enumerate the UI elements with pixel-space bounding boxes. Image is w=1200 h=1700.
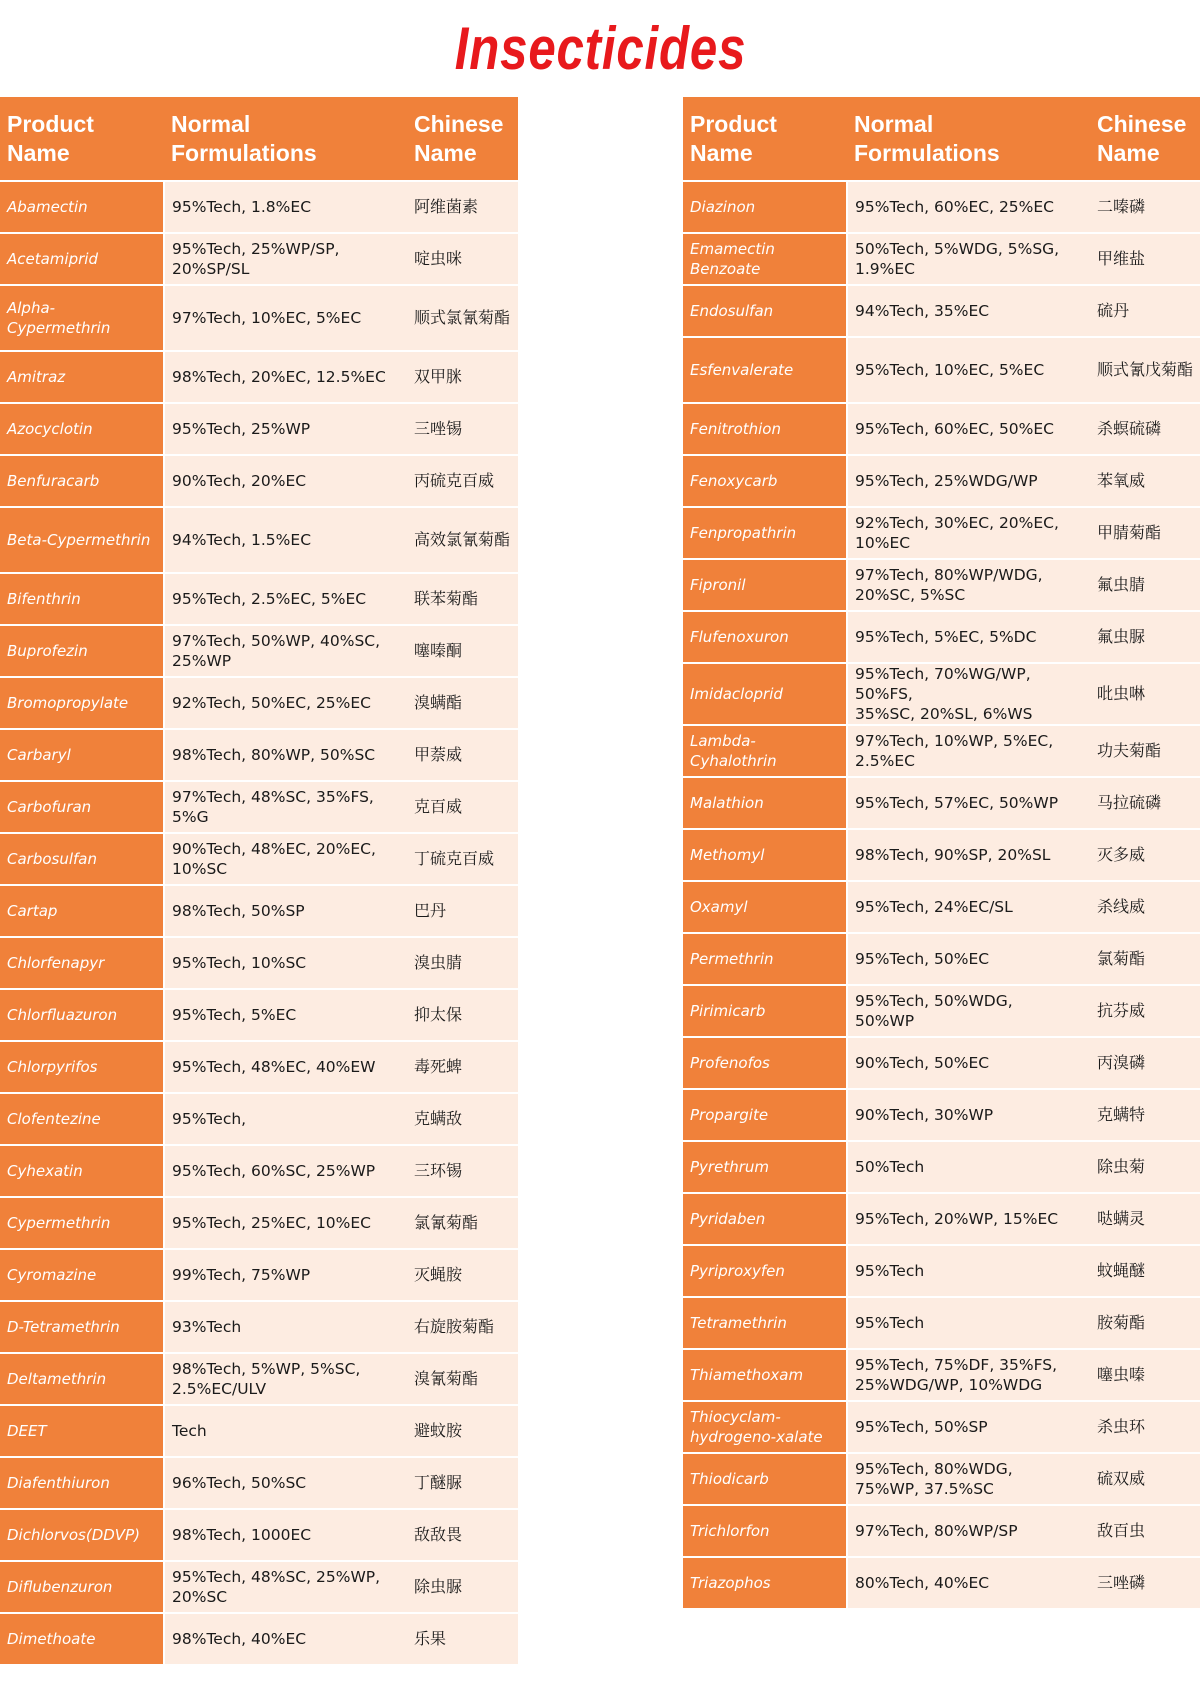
formulation-cell: 90%Tech, 48%EC, 20%EC, 10%SC bbox=[164, 833, 407, 885]
table-row bbox=[0, 351, 518, 403]
product-name-cell: Thiodicarb bbox=[683, 1453, 847, 1505]
table-row bbox=[0, 1249, 518, 1301]
table-row bbox=[683, 181, 1200, 233]
product-name-cell: Endosulfan bbox=[683, 285, 847, 337]
formulation-cell: 90%Tech, 20%EC bbox=[164, 455, 407, 507]
chinese-name-cell: 除虫菊 bbox=[1090, 1141, 1200, 1193]
table-row bbox=[0, 1561, 518, 1613]
table-row bbox=[0, 403, 518, 455]
table-header-row bbox=[683, 97, 1200, 181]
formulation-cell: 97%Tech, 80%WP/WDG, 20%SC, 5%SC bbox=[847, 559, 1090, 611]
formulation-cell: 50%Tech bbox=[847, 1141, 1090, 1193]
formulation-cell: 92%Tech, 50%EC, 25%EC bbox=[164, 677, 407, 729]
chinese-name-cell: 右旋胺菊酯 bbox=[407, 1301, 518, 1353]
chinese-name-cell: 灭蝇胺 bbox=[407, 1249, 518, 1301]
product-name-cell: Diflubenzuron bbox=[0, 1561, 164, 1613]
chinese-name-cell: 甲萘威 bbox=[407, 729, 518, 781]
table-row bbox=[0, 677, 518, 729]
chinese-name-cell: 乐果 bbox=[407, 1613, 518, 1665]
product-name-cell: Lambda- Cyhalothrin bbox=[683, 725, 847, 777]
header-product-name: Product Name bbox=[683, 97, 847, 181]
chinese-name-cell: 马拉硫磷 bbox=[1090, 777, 1200, 829]
chinese-name-cell: 噻虫嗪 bbox=[1090, 1349, 1200, 1401]
table-row bbox=[0, 1041, 518, 1093]
table-row bbox=[683, 985, 1200, 1037]
table-row bbox=[0, 937, 518, 989]
formulation-cell: 90%Tech, 30%WP bbox=[847, 1089, 1090, 1141]
table-row bbox=[0, 833, 518, 885]
table-row bbox=[0, 1197, 518, 1249]
formulation-cell: 95%Tech, 57%EC, 50%WP bbox=[847, 777, 1090, 829]
product-name-cell: Beta-Cypermethrin bbox=[0, 507, 164, 573]
page-title: Insecticides bbox=[454, 15, 747, 82]
product-name-cell: Emamectin Benzoate bbox=[683, 233, 847, 285]
product-name-cell: Cyromazine bbox=[0, 1249, 164, 1301]
product-name-cell: Flufenoxuron bbox=[683, 611, 847, 663]
chinese-name-cell: 杀线威 bbox=[1090, 881, 1200, 933]
table-row bbox=[0, 1509, 518, 1561]
table-row bbox=[683, 1453, 1200, 1505]
chinese-name-cell: 三唑磷 bbox=[1090, 1557, 1200, 1609]
formulation-cell: 98%Tech, 1000EC bbox=[164, 1509, 407, 1561]
formulation-cell: 92%Tech, 30%EC, 20%EC, 10%EC bbox=[847, 507, 1090, 559]
table-row bbox=[683, 1297, 1200, 1349]
product-name-cell: Carbosulfan bbox=[0, 833, 164, 885]
formulation-cell: 95%Tech, 25%WP/SP, 20%SP/SL bbox=[164, 233, 407, 285]
formulation-cell: 98%Tech, 20%EC, 12.5%EC bbox=[164, 351, 407, 403]
formulation-cell: 90%Tech, 50%EC bbox=[847, 1037, 1090, 1089]
table-row bbox=[0, 1457, 518, 1509]
formulation-cell: 95%Tech, 60%SC, 25%WP bbox=[164, 1145, 407, 1197]
table-row bbox=[683, 1557, 1200, 1609]
table-row bbox=[683, 611, 1200, 663]
chinese-name-cell: 啶虫咪 bbox=[407, 233, 518, 285]
product-name-cell: Deltamethrin bbox=[0, 1353, 164, 1405]
product-name-cell: Fipronil bbox=[683, 559, 847, 611]
product-name-cell: Trichlorfon bbox=[683, 1505, 847, 1557]
chinese-name-cell: 避蚊胺 bbox=[407, 1405, 518, 1457]
chinese-name-cell: 苯氧威 bbox=[1090, 455, 1200, 507]
table-row bbox=[0, 507, 518, 573]
chinese-name-cell: 吡虫啉 bbox=[1090, 663, 1200, 725]
table-row bbox=[683, 777, 1200, 829]
product-name-cell: Dimethoate bbox=[0, 1613, 164, 1665]
table-header-row bbox=[0, 97, 518, 181]
formulation-cell: 97%Tech, 50%WP, 40%SC, 25%WP bbox=[164, 625, 407, 677]
product-name-cell: DEET bbox=[0, 1405, 164, 1457]
formulation-cell: 95%Tech, 75%DF, 35%FS, 25%WDG/WP, 10%WDG bbox=[847, 1349, 1090, 1401]
formulation-cell: 95%Tech bbox=[847, 1297, 1090, 1349]
product-name-cell: Esfenvalerate bbox=[683, 337, 847, 403]
table-row bbox=[683, 1349, 1200, 1401]
insecticides-table-right bbox=[683, 97, 1200, 1610]
product-name-cell: Thiamethoxam bbox=[683, 1349, 847, 1401]
chinese-name-cell: 丙溴磷 bbox=[1090, 1037, 1200, 1089]
formulation-cell: Tech bbox=[164, 1405, 407, 1457]
chinese-name-cell: 三唑锡 bbox=[407, 403, 518, 455]
formulation-cell: 96%Tech, 50%SC bbox=[164, 1457, 407, 1509]
chinese-name-cell: 丁硫克百威 bbox=[407, 833, 518, 885]
table-row bbox=[0, 1353, 518, 1405]
table-row bbox=[683, 285, 1200, 337]
table-row bbox=[683, 1505, 1200, 1557]
product-name-cell: Tetramethrin bbox=[683, 1297, 847, 1349]
formulation-cell: 94%Tech, 1.5%EC bbox=[164, 507, 407, 573]
chinese-name-cell: 杀螟硫磷 bbox=[1090, 403, 1200, 455]
chinese-name-cell: 杀虫环 bbox=[1090, 1401, 1200, 1453]
formulation-cell: 95%Tech, 20%WP, 15%EC bbox=[847, 1193, 1090, 1245]
chinese-name-cell: 氯菊酯 bbox=[1090, 933, 1200, 985]
chinese-name-cell: 敌敌畏 bbox=[407, 1509, 518, 1561]
formulation-cell: 99%Tech, 75%WP bbox=[164, 1249, 407, 1301]
product-name-cell: Amitraz bbox=[0, 351, 164, 403]
formulation-cell: 95%Tech, 10%EC, 5%EC bbox=[847, 337, 1090, 403]
chinese-name-cell: 二嗪磷 bbox=[1090, 181, 1200, 233]
chinese-name-cell: 除虫脲 bbox=[407, 1561, 518, 1613]
product-name-cell: Pyridaben bbox=[683, 1193, 847, 1245]
table-row bbox=[0, 285, 518, 351]
formulation-cell: 94%Tech, 35%EC bbox=[847, 285, 1090, 337]
product-name-cell: Chlorfluazuron bbox=[0, 989, 164, 1041]
chinese-name-cell: 硫丹 bbox=[1090, 285, 1200, 337]
table-row bbox=[0, 1613, 518, 1665]
product-name-cell: Oxamyl bbox=[683, 881, 847, 933]
formulation-cell: 98%Tech, 80%WP, 50%SC bbox=[164, 729, 407, 781]
formulation-cell: 97%Tech, 80%WP/SP bbox=[847, 1505, 1090, 1557]
formulation-cell: 95%Tech, 5%EC bbox=[164, 989, 407, 1041]
formulation-cell: 95%Tech, 80%WDG, 75%WP, 37.5%SC bbox=[847, 1453, 1090, 1505]
formulation-cell: 80%Tech, 40%EC bbox=[847, 1557, 1090, 1609]
table-row bbox=[0, 1405, 518, 1457]
formulation-cell: 97%Tech, 10%EC, 5%EC bbox=[164, 285, 407, 351]
formulation-cell: 95%Tech bbox=[847, 1245, 1090, 1297]
formulation-cell: 98%Tech, 50%SP bbox=[164, 885, 407, 937]
table-row bbox=[683, 1401, 1200, 1453]
formulation-cell: 98%Tech, 5%WP, 5%SC, 2.5%EC/ULV bbox=[164, 1353, 407, 1405]
table-row bbox=[0, 729, 518, 781]
chinese-name-cell: 胺菊酯 bbox=[1090, 1297, 1200, 1349]
chinese-name-cell: 顺式氯氰菊酯 bbox=[407, 285, 518, 351]
product-name-cell: Carbofuran bbox=[0, 781, 164, 833]
formulation-cell: 95%Tech, 1.8%EC bbox=[164, 181, 407, 233]
product-name-cell: Triazophos bbox=[683, 1557, 847, 1609]
product-name-cell: Clofentezine bbox=[0, 1093, 164, 1145]
product-name-cell: Thiocyclam- hydrogeno-xalate bbox=[683, 1401, 847, 1453]
product-name-cell: Cartap bbox=[0, 885, 164, 937]
product-name-cell: Buprofezin bbox=[0, 625, 164, 677]
table-row bbox=[0, 989, 518, 1041]
chinese-name-cell: 硫双威 bbox=[1090, 1453, 1200, 1505]
chinese-name-cell: 蚊蝇醚 bbox=[1090, 1245, 1200, 1297]
table-row bbox=[683, 725, 1200, 777]
header-normal-formulations: Normal Formulations bbox=[847, 97, 1090, 181]
product-name-cell: Diafenthiuron bbox=[0, 1457, 164, 1509]
product-name-cell: Malathion bbox=[683, 777, 847, 829]
chinese-name-cell: 溴氰菊酯 bbox=[407, 1353, 518, 1405]
formulation-cell: 95%Tech, 48%SC, 25%WP, 20%SC bbox=[164, 1561, 407, 1613]
table-row bbox=[683, 1245, 1200, 1297]
formulation-cell: 98%Tech, 40%EC bbox=[164, 1613, 407, 1665]
formulation-cell: 95%Tech, 2.5%EC, 5%EC bbox=[164, 573, 407, 625]
table-row bbox=[683, 559, 1200, 611]
table-row bbox=[0, 885, 518, 937]
table-row bbox=[683, 1089, 1200, 1141]
product-name-cell: Fenitrothion bbox=[683, 403, 847, 455]
chinese-name-cell: 氯氰菊酯 bbox=[407, 1197, 518, 1249]
table-row bbox=[683, 1193, 1200, 1245]
product-name-cell: Carbaryl bbox=[0, 729, 164, 781]
table-row bbox=[683, 1037, 1200, 1089]
formulation-cell: 93%Tech bbox=[164, 1301, 407, 1353]
table-row bbox=[683, 829, 1200, 881]
formulation-cell: 95%Tech, 70%WG/WP, 50%FS, 35%SC, 20%SL, 6%WS bbox=[847, 663, 1090, 725]
product-name-cell: Fenoxycarb bbox=[683, 455, 847, 507]
chinese-name-cell: 氟虫脲 bbox=[1090, 611, 1200, 663]
chinese-name-cell: 抗芬威 bbox=[1090, 985, 1200, 1037]
table-row bbox=[0, 781, 518, 833]
chinese-name-cell: 丁醚脲 bbox=[407, 1457, 518, 1509]
formulation-cell: 95%Tech, 5%EC, 5%DC bbox=[847, 611, 1090, 663]
product-name-cell: Cyhexatin bbox=[0, 1145, 164, 1197]
insecticides-table-left bbox=[0, 97, 518, 1666]
table-row bbox=[683, 507, 1200, 559]
product-name-cell: Pyriproxyfen bbox=[683, 1245, 847, 1297]
product-name-cell: Profenofos bbox=[683, 1037, 847, 1089]
formulation-cell: 95%Tech, 50%EC bbox=[847, 933, 1090, 985]
formulation-cell: 95%Tech, 50%SP bbox=[847, 1401, 1090, 1453]
chinese-name-cell: 阿维菌素 bbox=[407, 181, 518, 233]
formulation-cell: 95%Tech, 24%EC/SL bbox=[847, 881, 1090, 933]
table-row bbox=[683, 663, 1200, 725]
table-row bbox=[0, 573, 518, 625]
chinese-name-cell: 三环锡 bbox=[407, 1145, 518, 1197]
product-name-cell: Diazinon bbox=[683, 181, 847, 233]
header-chinese-name: Chinese Name bbox=[407, 97, 518, 181]
chinese-name-cell: 克螨敌 bbox=[407, 1093, 518, 1145]
table-row bbox=[683, 881, 1200, 933]
table-row bbox=[0, 1093, 518, 1145]
chinese-name-cell: 毒死蜱 bbox=[407, 1041, 518, 1093]
chinese-name-cell: 噻嗪酮 bbox=[407, 625, 518, 677]
product-name-cell: Cypermethrin bbox=[0, 1197, 164, 1249]
product-name-cell: Chlorpyrifos bbox=[0, 1041, 164, 1093]
chinese-name-cell: 高效氯氰菊酯 bbox=[407, 507, 518, 573]
formulation-cell: 95%Tech, 10%SC bbox=[164, 937, 407, 989]
table-row bbox=[0, 233, 518, 285]
formulation-cell: 95%Tech, 60%EC, 50%EC bbox=[847, 403, 1090, 455]
chinese-name-cell: 溴虫腈 bbox=[407, 937, 518, 989]
chinese-name-cell: 克百威 bbox=[407, 781, 518, 833]
product-name-cell: Alpha- Cypermethrin bbox=[0, 285, 164, 351]
formulation-cell: 98%Tech, 90%SP, 20%SL bbox=[847, 829, 1090, 881]
table-row bbox=[0, 1145, 518, 1197]
table-row bbox=[0, 625, 518, 677]
product-name-cell: Pirimicarb bbox=[683, 985, 847, 1037]
product-name-cell: Acetamiprid bbox=[0, 233, 164, 285]
product-name-cell: Pyrethrum bbox=[683, 1141, 847, 1193]
formulation-cell: 97%Tech, 10%WP, 5%EC, 2.5%EC bbox=[847, 725, 1090, 777]
formulation-cell: 95%Tech, 25%WDG/WP bbox=[847, 455, 1090, 507]
formulation-cell: 95%Tech, 25%WP bbox=[164, 403, 407, 455]
chinese-name-cell: 甲维盐 bbox=[1090, 233, 1200, 285]
table-row bbox=[683, 1141, 1200, 1193]
formulation-cell: 97%Tech, 48%SC, 35%FS, 5%G bbox=[164, 781, 407, 833]
chinese-name-cell: 甲腈菊酯 bbox=[1090, 507, 1200, 559]
chinese-name-cell: 灭多威 bbox=[1090, 829, 1200, 881]
chinese-name-cell: 丙硫克百威 bbox=[407, 455, 518, 507]
formulation-cell: 95%Tech, bbox=[164, 1093, 407, 1145]
product-name-cell: Bromopropylate bbox=[0, 677, 164, 729]
product-name-cell: D-Tetramethrin bbox=[0, 1301, 164, 1353]
product-name-cell: Imidacloprid bbox=[683, 663, 847, 725]
header-normal-formulations: Normal Formulations bbox=[164, 97, 407, 181]
chinese-name-cell: 功夫菊酯 bbox=[1090, 725, 1200, 777]
chinese-name-cell: 双甲脒 bbox=[407, 351, 518, 403]
formulation-cell: 95%Tech, 60%EC, 25%EC bbox=[847, 181, 1090, 233]
table-row bbox=[683, 337, 1200, 403]
product-name-cell: Azocyclotin bbox=[0, 403, 164, 455]
formulation-cell: 50%Tech, 5%WDG, 5%SG, 1.9%EC bbox=[847, 233, 1090, 285]
product-name-cell: Chlorfenapyr bbox=[0, 937, 164, 989]
chinese-name-cell: 敌百虫 bbox=[1090, 1505, 1200, 1557]
product-name-cell: Benfuracarb bbox=[0, 455, 164, 507]
chinese-name-cell: 巴丹 bbox=[407, 885, 518, 937]
table-row bbox=[683, 403, 1200, 455]
table-row bbox=[683, 233, 1200, 285]
formulation-cell: 95%Tech, 50%WDG, 50%WP bbox=[847, 985, 1090, 1037]
table-row bbox=[0, 181, 518, 233]
formulation-cell: 95%Tech, 48%EC, 40%EW bbox=[164, 1041, 407, 1093]
table-row bbox=[683, 455, 1200, 507]
product-name-cell: Abamectin bbox=[0, 181, 164, 233]
product-name-cell: Bifenthrin bbox=[0, 573, 164, 625]
chinese-name-cell: 克螨特 bbox=[1090, 1089, 1200, 1141]
header-product-name: Product Name bbox=[0, 97, 164, 181]
chinese-name-cell: 联苯菊酯 bbox=[407, 573, 518, 625]
chinese-name-cell: 溴螨酯 bbox=[407, 677, 518, 729]
product-name-cell: Propargite bbox=[683, 1089, 847, 1141]
product-name-cell: Permethrin bbox=[683, 933, 847, 985]
chinese-name-cell: 顺式氰戊菊酯 bbox=[1090, 337, 1200, 403]
chinese-name-cell: 氟虫腈 bbox=[1090, 559, 1200, 611]
chinese-name-cell: 哒螨灵 bbox=[1090, 1193, 1200, 1245]
product-name-cell: Methomyl bbox=[683, 829, 847, 881]
header-chinese-name: Chinese Name bbox=[1090, 97, 1200, 181]
table-row bbox=[683, 933, 1200, 985]
table-row bbox=[0, 455, 518, 507]
formulation-cell: 95%Tech, 25%EC, 10%EC bbox=[164, 1197, 407, 1249]
product-name-cell: Dichlorvos(DDVP) bbox=[0, 1509, 164, 1561]
chinese-name-cell: 抑太保 bbox=[407, 989, 518, 1041]
table-row bbox=[0, 1301, 518, 1353]
product-name-cell: Fenpropathrin bbox=[683, 507, 847, 559]
